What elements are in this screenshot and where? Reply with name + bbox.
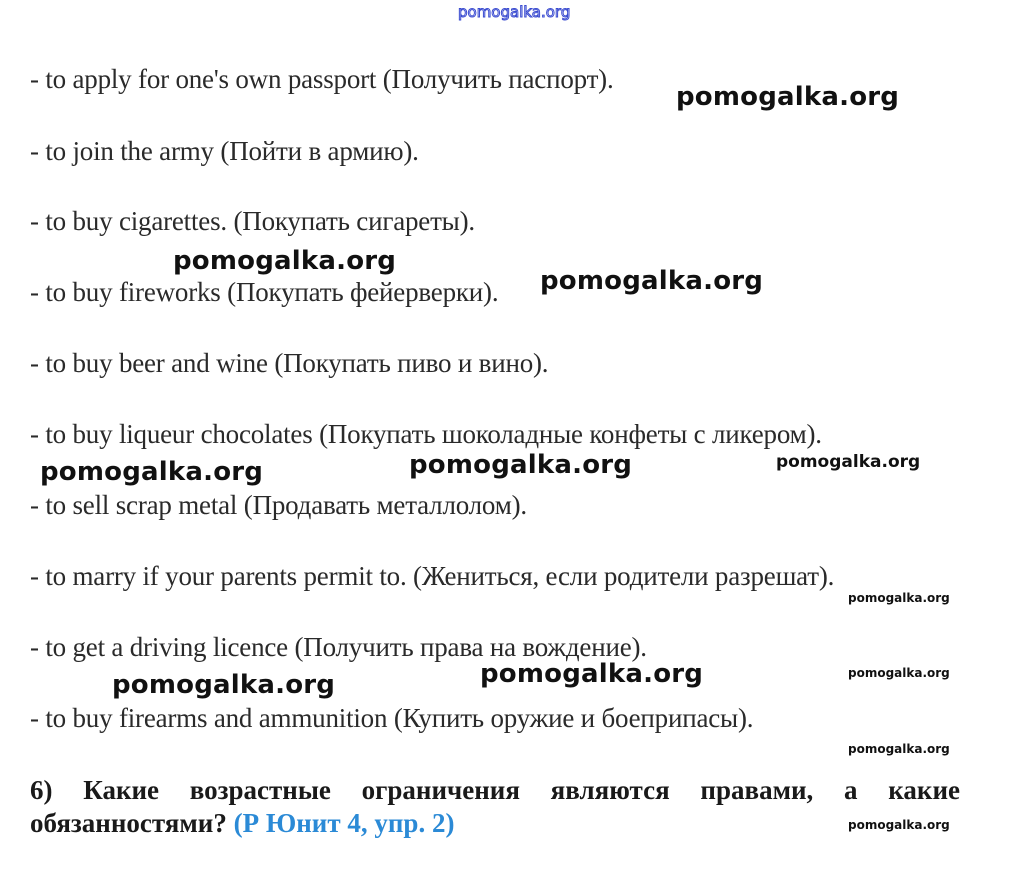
list-item-beer-wine: - to buy beer and wine (Покупать пиво и вино). [30,348,549,378]
watermark: pomogalka.org [776,452,921,472]
list-item-army: - to join the army (Пойти в армию). [30,136,419,166]
list-item-marry: - to marry if your parents permit to. (Жениться, если родители разрешат). [30,561,835,591]
list-item-firearms: - to buy firearms and ammunition (Купить оружие и боеприпасы). [30,703,754,733]
watermark: pomogalka.org [540,266,764,296]
list-item-scrap-metal: - to sell scrap metal (Продавать металлолом). [30,490,527,520]
header-watermark: pomogalka.org [458,3,571,21]
watermark: pomogalka.org [40,457,264,487]
watermark: pomogalka.org [676,82,900,112]
question-heading [30,774,960,840]
watermark: pomogalka.org [848,818,950,832]
list-item-liqueur-chocolates: - to buy liqueur chocolates (Покупать шоколадные конфеты с ликером). [30,419,822,449]
list-item-cigarettes: - to buy cigarettes. (Покупать сигареты). [30,206,475,236]
list-item-driving-licence: - to get a driving licence (Получить права на вождение). [30,632,647,662]
list-item-fireworks: - to buy fireworks (Покупать фейерверки). [30,277,499,307]
watermark: pomogalka.org [409,450,633,480]
watermark: pomogalka.org [173,246,397,276]
question-reference: (Р Юнит 4, упр. 2) [233,808,455,838]
watermark: pomogalka.org [848,742,950,756]
watermark: pomogalka.org [112,670,336,700]
watermark: pomogalka.org [848,591,950,605]
watermark: pomogalka.org [480,659,704,689]
question-text: 6) Какие возрастные ограничения являются правами, а какие обязанностями? [30,775,960,838]
list-item-passport: - to apply for one's own passport (Получить паспорт). [30,64,614,94]
watermark: pomogalka.org [848,666,950,680]
